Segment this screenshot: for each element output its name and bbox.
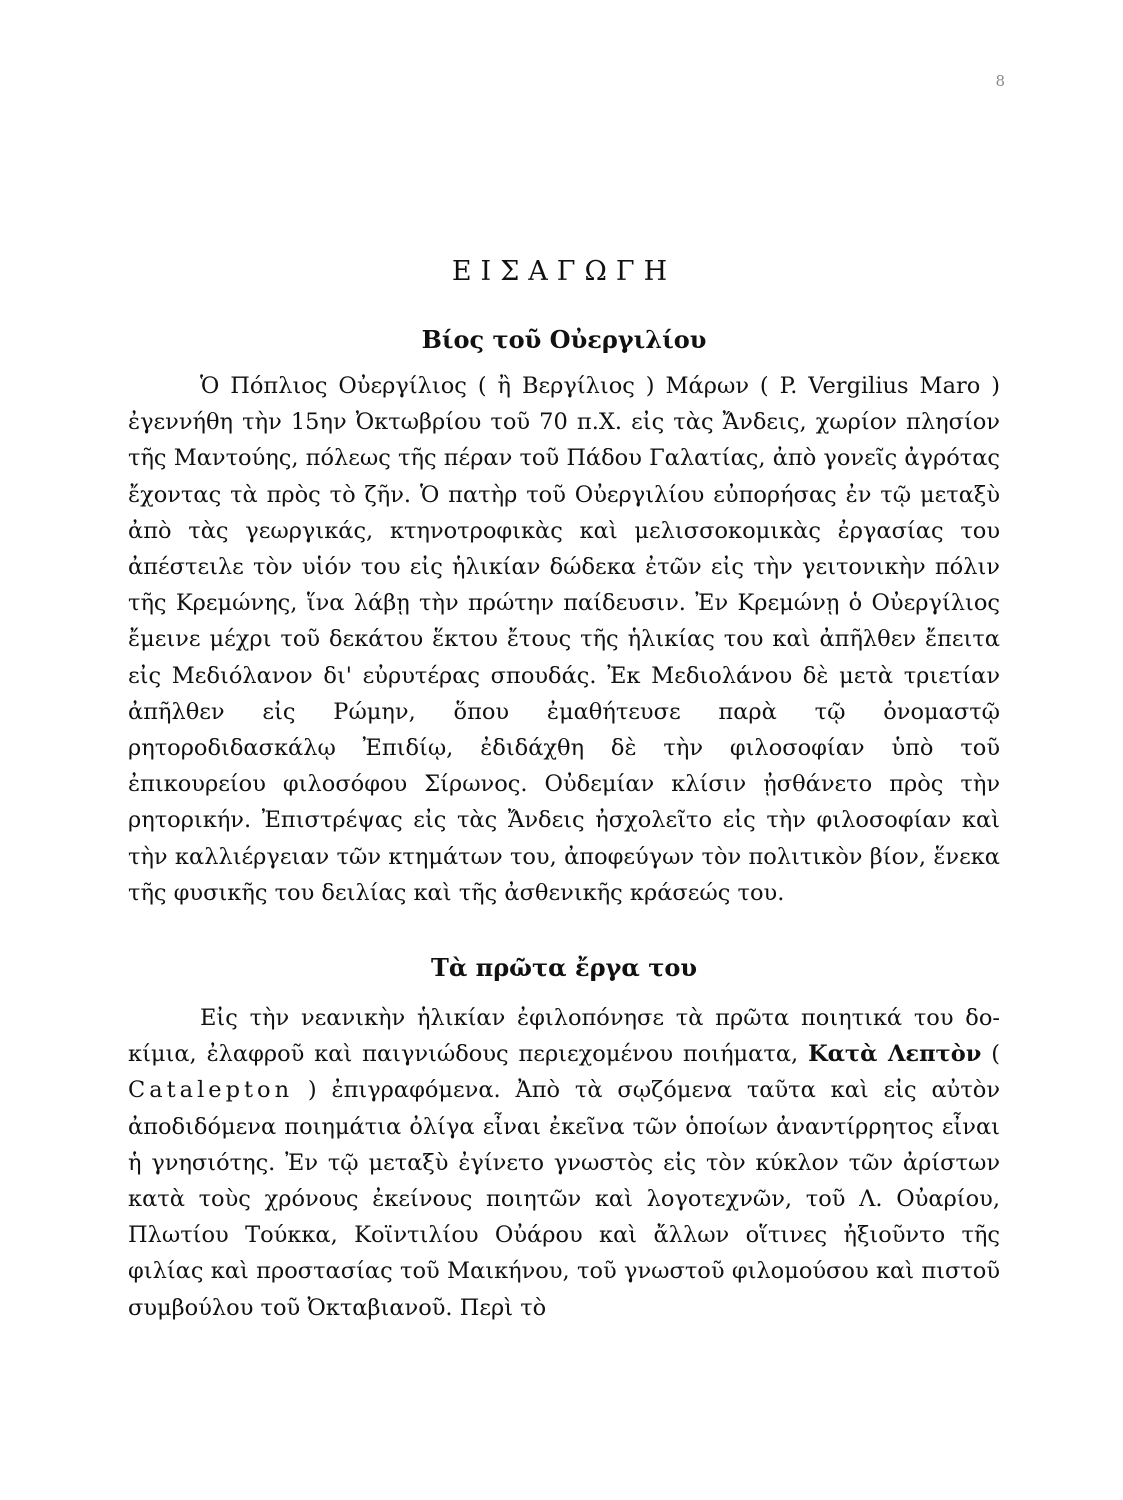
page-content: [128, 256, 1000, 1326]
chapter-title: ΕΙΣΑΓΩΓΗ: [451, 256, 677, 287]
paragraph-text: Εἰς τὴν νεανικὴν ἡλικίαν ἐφιλοπόνησε τὰ πρῶτα ποιητικά του δοκίμια, ἐλαφροῦ καὶ παιγνιώδους περιεχομένου ποιήματα,: [128, 1005, 1000, 1068]
paragraph-text: ) ἐπιγραφόμενα. Ἀπὸ τὰ σῳζόμενα ταῦτα καὶ εἰς αὐτὸν ἀποδιδόμενα ποιημάτια ὀλίγα εἶναι ἐκεῖνα τῶν ὁποίων ἀναντίρρητος εἶναι ἡ γνησιότης. Ἐν τῷ μεταξὺ ἐγίνετο γνωστὸς εἰς τὸν κύκλον τῶν ἀρίστων κατὰ τοὺς χρόνους ἐκείνους ποιητῶν καὶ λογοτεχνῶν, τοῦ Λ. Οὐαρίου, Πλωτίου Τούκκα, Κοϊντιλίου Οὐάρου καὶ ἄλλων οἵτινες ἠξιοῦντο τῆς φιλίας καὶ προστασίας τοῦ Μαικήνου, τοῦ γνωστοῦ φιλομούσου καὶ πιστοῦ συμβούλου τοῦ Ὀκταβιανοῦ. Περὶ τὸ: [128, 1077, 1000, 1321]
page-number: 8: [995, 72, 1005, 90]
paragraph-text: (: [981, 1041, 1000, 1068]
bold-work-title: Κατὰ Λεπτὸν: [808, 1041, 982, 1068]
section-paragraph-first-works: [128, 1000, 1000, 1326]
section-heading-first-works: Τὰ πρῶτα ἔργα του: [430, 953, 698, 983]
section-paragraph-life: [128, 368, 1000, 911]
section-heading-life: Βίος τοῦ Οὐεργιλίου: [421, 325, 707, 354]
paragraph-text: Ὁ Πόπλιος Οὐεργίλιος ( ἢ Βεργίλιος ) Μάρων ( P. Vergilius Maro ) ἐγεννήθη τὴν 15ην Ὀκτωβρίου τοῦ 70 π.Χ. εἰς τὰς Ἄνδεις, χωρίον πλησίον τῆς Μαντούης, πόλεως τῆς πέραν τοῦ Πάδου Γαλατίας, ἀπὸ γονεῖς ἀγρότας ἔχοντας τὰ πρὸς τὸ ζῆν. Ὁ πατὴρ τοῦ Οὐεργιλίου εὐπορήσας ἐν τῷ μεταξὺ ἀπὸ τὰς γεωργικάς, κτηνοτροφικὰς καὶ μελισσοκομικὰς ἐργασίας του ἀπέστειλε τὸν υἱόν του εἰς ἡλικίαν δώδεκα ἐτῶν εἰς τὴν γειτονικὴν πόλιν τῆς Κρεμώνης, ἵνα λάβῃ τὴν πρώτην παίδευσιν. Ἐν Κρεμώνῃ ὁ Οὐεργίλιος ἔμεινε μέχρι τοῦ δεκάτου ἕκτου ἔτους τῆς ἡλικίας του καὶ ἀπῆλθεν ἔπειτα εἰς Μεδιόλανον δι' εὐρυτέρας σπουδάς. Ἐκ Μεδιολάνου δὲ μετὰ τριετίαν ἀπῆλθεν εἰς Ρώμην, ὅπου ἐμαθήτευσε παρὰ τῷ ὀνομαστῷ ρητοροδιδασκάλῳ Ἐπιδίῳ, ἐδιδάχθη δὲ τὴν φιλοσοφίαν ὑπὸ τοῦ ἐπικουρείου φιλοσόφου Σίρωνος. Οὐδεμίαν κλίσιν ᾐσθάνετο πρὸς τὴν ρητορικήν. Ἐπιστρέψας εἰς τὰς Ἄνδεις ἠσχολεῖτο εἰς τὴν φιλοσοφίαν καὶ τὴν καλλιέργειαν τῶν κτημάτων του, ἀποφεύγων τὸν πολιτικὸν βίον, ἕνεκα τῆς φυσικῆς του δειλίας καὶ τῆς ἀσθενικῆς κράσεώς του.: [128, 373, 1000, 906]
latin-work-title: Catalepton: [128, 1077, 294, 1104]
